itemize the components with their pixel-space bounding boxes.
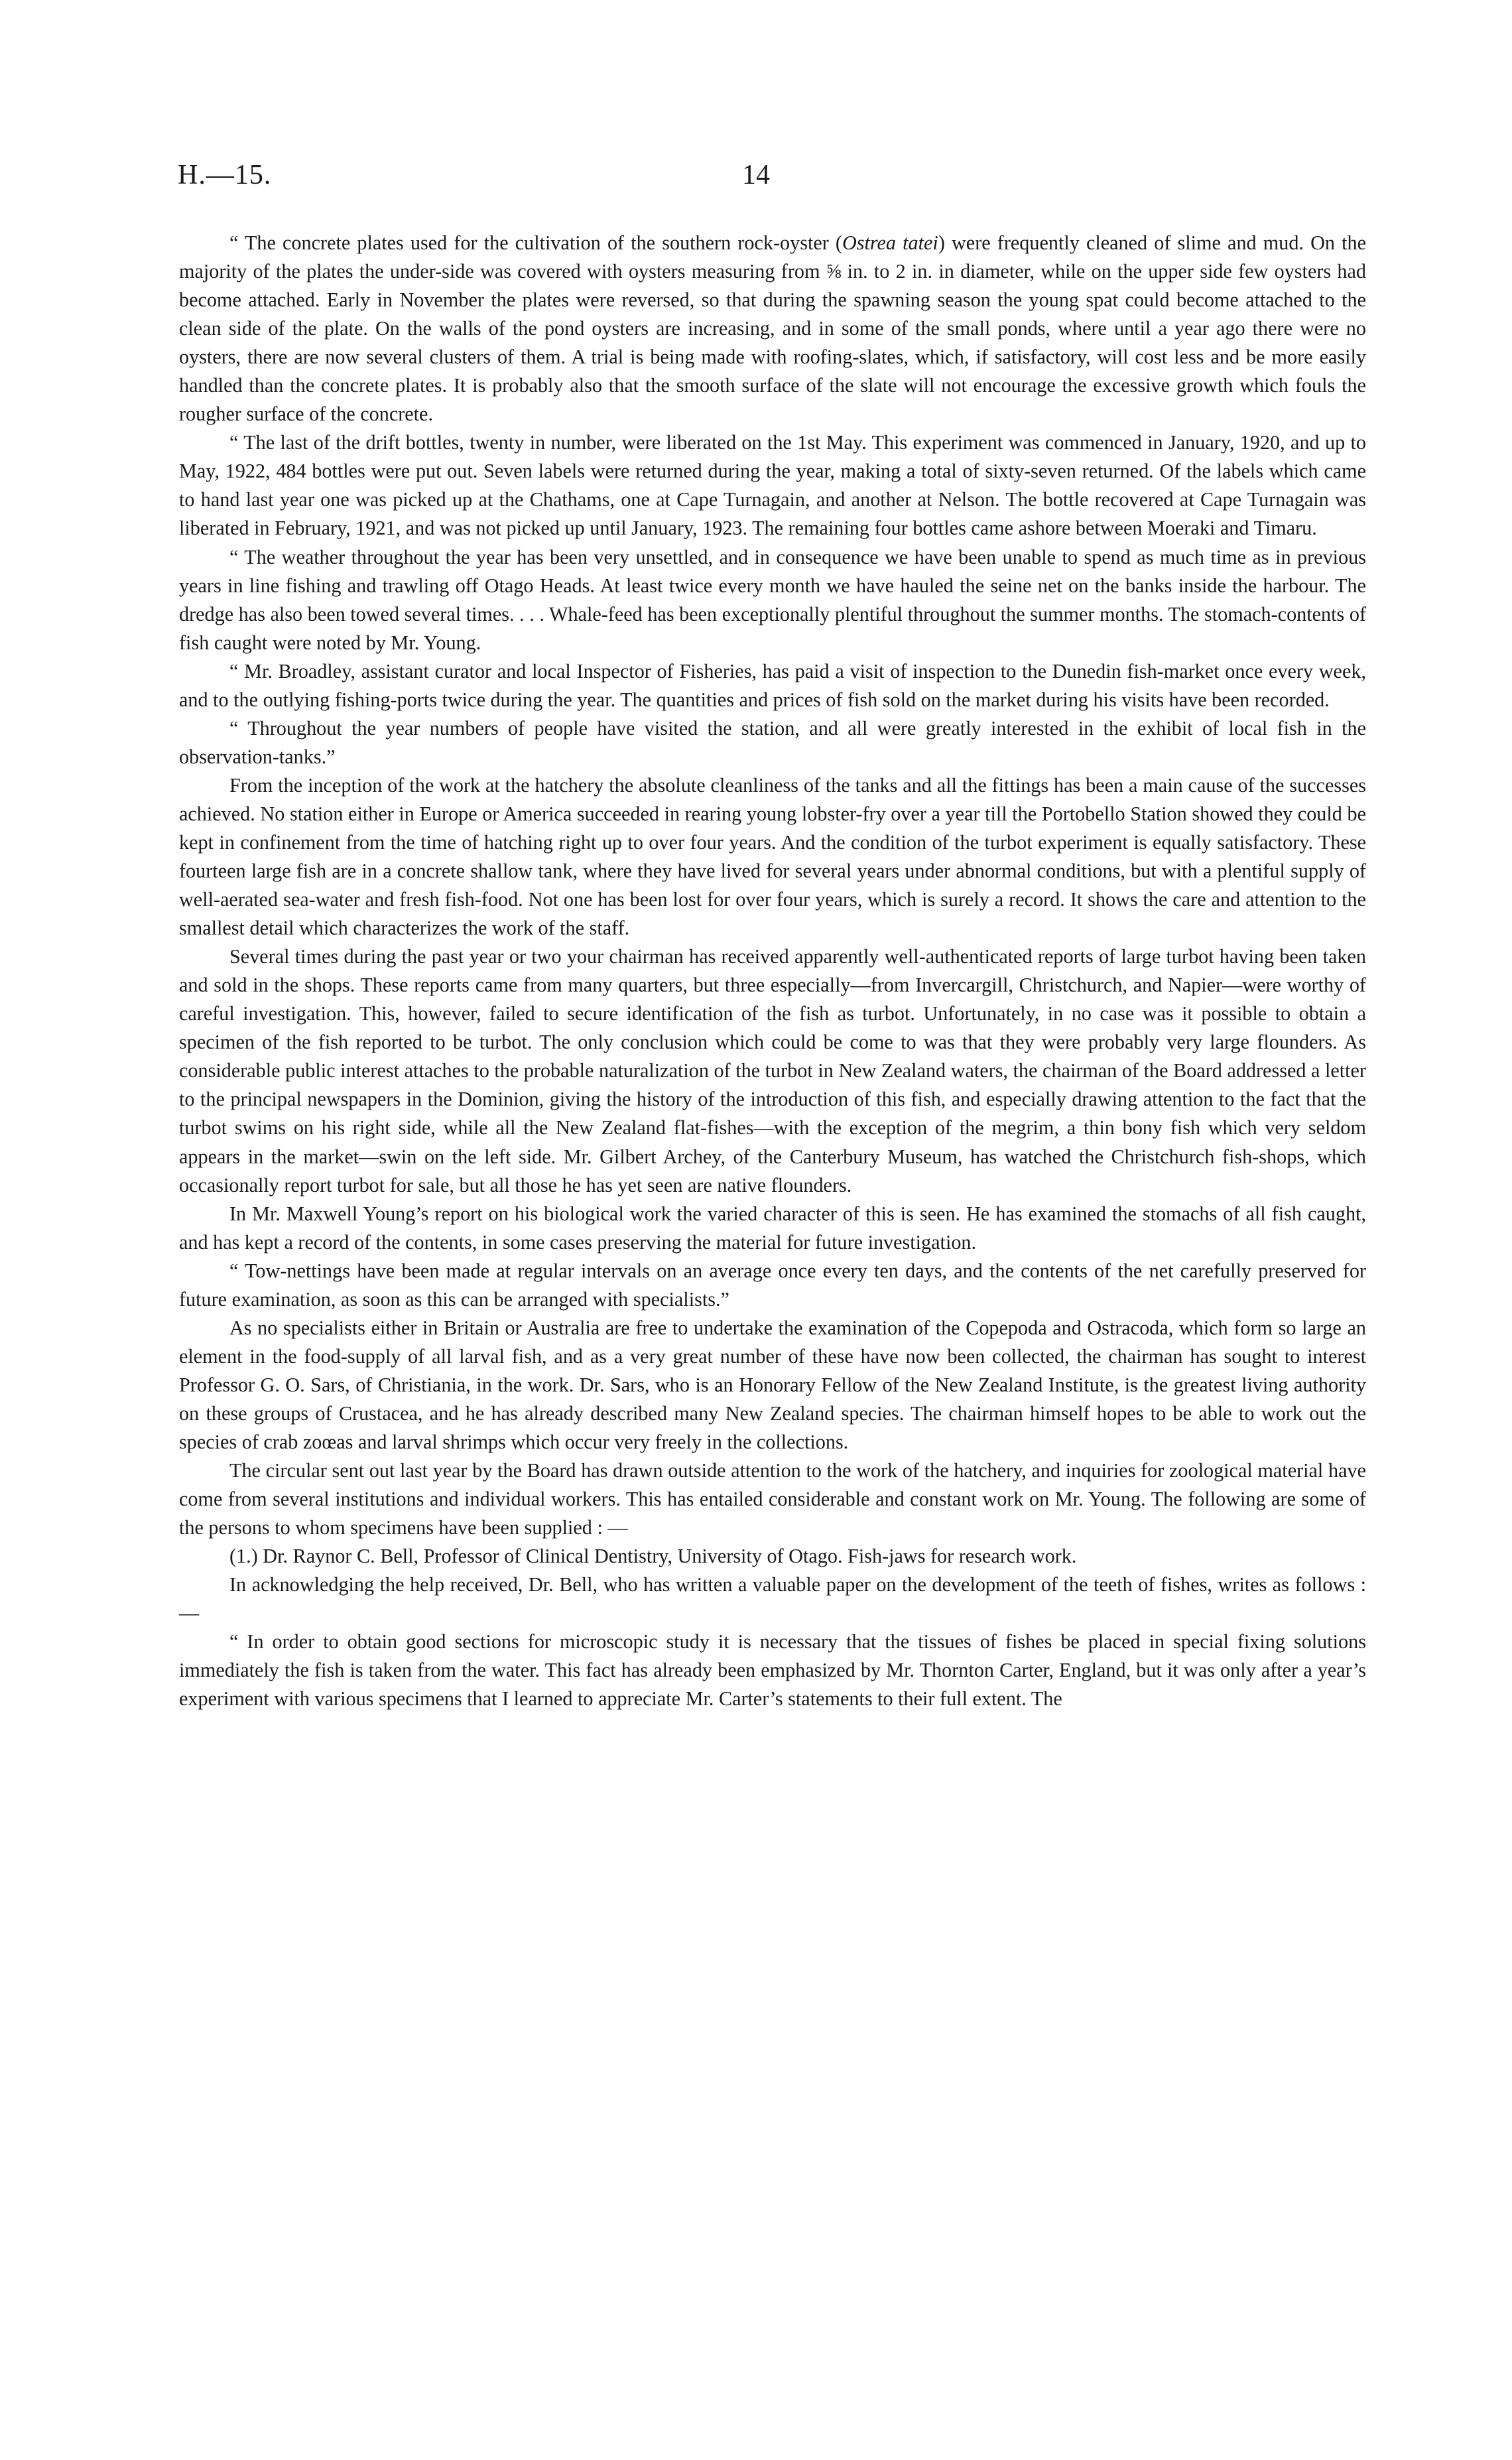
- page-number: 14: [742, 160, 770, 190]
- body-text: [179, 229, 1366, 1713]
- paragraph-acknowledging: In acknowledging the help received, Dr. Bell, who has written a valuable paper on the development of the teeth of fishes, writes as follows :—: [179, 1573, 1366, 1625]
- paragraph-young-report: In Mr. Maxwell Young’s report on his biological work the varied character of this is seen. He has examined the stomachs of all fish caught, and has kept a record of the contents, in some cases preserving the material for future investigation.: [179, 1202, 1366, 1254]
- list-item-bell: (1.) Dr. Raynor C. Bell, Professor of Clinical Dentistry, University of Otago. Fish-jaws for research work.: [229, 1545, 1077, 1568]
- paragraph-turbot-reports: Several times during the past year or two your chairman has received apparently well-authenticated reports of large turbot having been taken and sold in the shops. These reports came from many quarters, but three especially—from Invercargill, Christchurch, and Napier—were worthy of careful investigation. This, however, failed to secure identification of the fish as turbot. Unfortunately, in no case was it possible to obtain a specimen of the fish reported to be turbot. The only conclusion which could be come to was that they were probably very large flounders. As considerable public interest attaches to the probable naturalization of the turbot in New Zealand waters, the chairman of the Board addressed a letter to the principal newspapers in the Dominion, giving the history of the introduction of this fish, and especially drawing attention to the fact that the turbot swims on his right side, while all the New Zealand flat-fishes—with the exception of the megrim, a thin bony fish which very seldom appears in the market—swin on the left side. Mr. Gilbert Archey, of the Canterbury Museum, has watched the Christchurch fish-shops, which occasionally report turbot for sale, but all those he has yet seen are native flounders.: [179, 945, 1366, 1197]
- paragraph-oysters: “ The concrete plates used for the cultivation of the southern rock-oyster (Ostrea tatei) were frequently cleaned of slime and mud. On the majority of the plates the under-side was covered with oysters measuring from ⅝ in. to 2 in. in diameter, while on the upper side few oysters had become attached. Early in November the plates were reversed, so that during the spawning season the young spat could become attached to the clean side of the plate. On the walls of the pond oysters are increasing, and in some of the small ponds, where until a year ago there were no oysters, there are now several clusters of them. A trial is being made with roofing-slates, which, if satisfactory, will cost less and be more easily handled than the concrete plates. It is probably also that the smooth surface of the slate will not encourage the excessive growth which fouls the rougher surface of the concrete.: [179, 231, 1366, 426]
- paragraph-visitors: “ Throughout the year numbers of people have visited the station, and all were greatly interested in the exhibit of local fish in the observation-tanks.”: [179, 716, 1366, 768]
- paragraph-cleanliness: From the inception of the work at the hatchery the absolute cleanliness of the tanks and all the fittings has been a main cause of the successes achieved. No station either in Europe or America succeeded in rearing young lobster-fry over a year till the Portobello Station showed they could be kept in confinement from the time of hatching right up to over four years. And the condition of the turbot experiment is equally satisfactory. These fourteen large fish are in a concrete shallow tank, where they have lived for several years under abnormal conditions, but with a plentiful supply of well-aerated sea-water and fresh fish-food. Not one has been lost for over four years, which is surely a record. It shows the care and attention to the smallest detail which characterizes the work of the staff.: [179, 773, 1366, 940]
- paragraph-broadley: “ Mr. Broadley, assistant curator and local Inspector of Fisheries, has paid a visit of inspection to the Dunedin fish-market once every week, and to the outlying fishing-ports twice during the year. The quantities and prices of fish sold on the market during his visits have been recorded.: [179, 659, 1366, 711]
- paragraph-bell-quote: “ In order to obtain good sections for microscopic study it is necessary that the tissues of fishes be placed in special fixing solutions immediately the fish is taken from the water. This fact has already been emphasized by Mr. Thornton Carter, England, but it was only after a year’s experiment with various specimens that I learned to appreciate Mr. Carter’s statements to their full extent. The: [179, 1630, 1366, 1711]
- document-reference: H.—15.: [178, 160, 272, 190]
- paragraph-weather: “ The weather throughout the year has been very unsettled, and in consequence we have been unable to spend as much time as in previous years in line fishing and trawling off Otago Heads. At least twice every month we have hauled the seine net on the banks inside the harbour. The dredge has also been towed several times. . . . Whale-feed has been exceptionally plentiful throughout the summer months. The stomach-contents of fish caught were noted by Mr. Young.: [179, 545, 1366, 654]
- page-header: [178, 159, 1334, 206]
- species-name: Ostrea tatei: [842, 231, 938, 254]
- paragraph-circular: The circular sent out last year by the Board has drawn outside attention to the work of the hatchery, and inquiries for zoological material have come from several institutions and individual workers. This has entailed considerable and constant work on Mr. Young. The following are some of the persons to whom specimens have been supplied : —: [179, 1459, 1366, 1539]
- paragraph-tow-nettings: “ Tow-nettings have been made at regular intervals on an average once every ten days, and the contents of the net carefully preserved for future examination, as soon as this can be arranged with specialists.”: [179, 1259, 1366, 1311]
- paragraph-specialists: As no specialists either in Britain or Australia are free to undertake the examination of the Copepoda and Ostracoda, which form so large an element in the food-supply of all larval fish, and as a very great number of these have now been collected, the chairman has sought to interest Professor G. O. Sars, of Christiania, in the work. Dr. Sars, who is an Honorary Fellow of the New Zealand Institute, is the greatest living authority on these groups of Crustacea, and he has already described many New Zealand species. The chairman himself hopes to be able to work out the species of crab zoœas and larval shrimps which occur very freely in the collections.: [179, 1316, 1366, 1453]
- paragraph-drift-bottles: “ The last of the drift bottles, twenty in number, were liberated on the 1st May. This experiment was commenced in January, 1920, and up to May, 1922, 484 bottles were put out. Seven labels were returned during the year, making a total of sixty-seven returned. Of the labels which came to hand last year one was picked up at the Chathams, one at Cape Turnagain, and another at Nelson. The bottle recovered at Cape Turnagain was liberated in February, 1921, and was not picked up until January, 1923. The remaining four bottles came ashore between Moeraki and Timaru.: [179, 431, 1366, 540]
